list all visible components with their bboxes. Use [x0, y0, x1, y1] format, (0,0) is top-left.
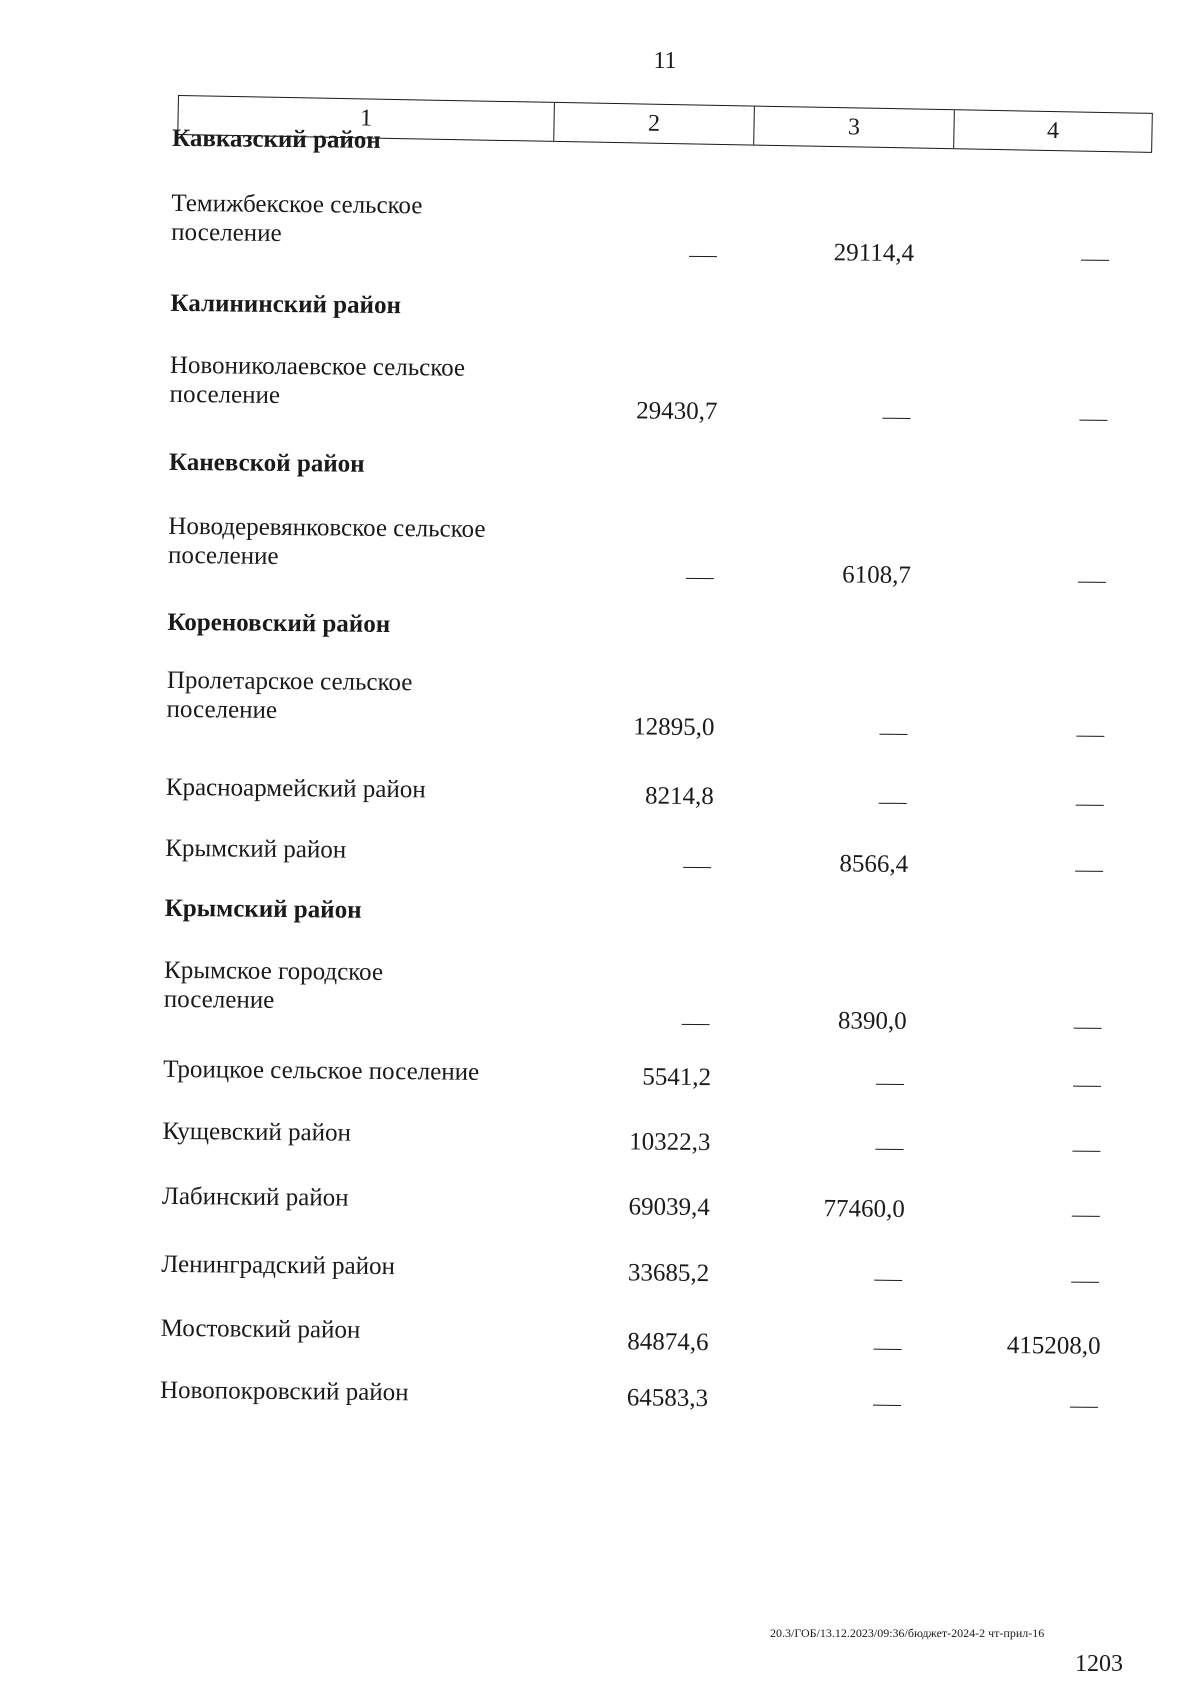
empty-value-dash — [1076, 736, 1104, 737]
label-line: Крымский район — [165, 834, 347, 864]
label-line: Новодеревянковское сельское — [168, 512, 486, 543]
amount-value-col-2: 5541,2 — [642, 1063, 712, 1092]
amount-value-col-2: 33685,2 — [627, 1259, 710, 1288]
empty-value-dash — [882, 418, 910, 419]
empty-value-dash — [876, 1084, 904, 1085]
amount-value-col-2: 10322,3 — [629, 1128, 711, 1157]
empty-value-dash — [873, 1405, 901, 1406]
amount-value-col-2: 29430,7 — [636, 397, 718, 426]
label-line: Темижбекское сельское — [171, 189, 423, 220]
empty-value-dash — [879, 803, 907, 804]
amount-value-col-4: 415208,0 — [1006, 1331, 1101, 1360]
amount-value-col-3: 6108,7 — [842, 561, 912, 590]
district-row-label — [168, 512, 486, 573]
empty-value-dash — [682, 1024, 710, 1025]
empty-value-dash — [1072, 1151, 1100, 1152]
district-row-label — [162, 1182, 349, 1213]
district-heading — [167, 608, 390, 639]
empty-value-dash — [1079, 420, 1107, 421]
district-row-label — [161, 1314, 361, 1345]
document-code: 20.3/ГОБ/13.12.2023/09:36/бюджет-2024-2 чт-прил-16 — [770, 1626, 1045, 1640]
amount-value-col-2: 12895,0 — [633, 713, 715, 742]
district-row-label — [162, 1117, 351, 1148]
empty-value-dash — [1081, 260, 1109, 261]
column-header-3: 3 — [754, 107, 955, 149]
empty-value-dash — [1076, 805, 1104, 806]
district-heading — [170, 289, 401, 320]
district-row-label — [169, 351, 465, 412]
column-header-1: 1 — [178, 96, 555, 141]
label-line: Мостовский район — [160, 1314, 361, 1344]
label-line: Троицкое сельское поселение — [163, 1055, 480, 1086]
amount-value-col-2: 84874,6 — [627, 1328, 709, 1357]
column-header-4: 4 — [1046, 117, 1060, 145]
footer-page-number: 1203 — [1075, 1651, 1123, 1677]
label-line: Лабинский район — [161, 1182, 349, 1212]
amount-value-col-3: 8390,0 — [837, 1007, 907, 1035]
amount-value-col-3: 29114,4 — [833, 239, 915, 268]
empty-value-dash — [874, 1280, 902, 1281]
label-line: поселение — [167, 541, 279, 570]
district-row-label — [161, 1250, 395, 1281]
label-line: поселение — [169, 380, 281, 409]
page-number: 11 — [653, 48, 677, 74]
empty-value-dash — [875, 1149, 903, 1150]
district-row-label — [160, 1376, 409, 1407]
label-line: Крымское городское — [163, 956, 384, 986]
label-line: Пролетарское сельское — [166, 666, 413, 697]
empty-value-dash — [879, 734, 907, 735]
label-line: Кавказский район — [171, 124, 381, 154]
district-heading — [165, 894, 362, 925]
district-row-label — [163, 1055, 479, 1087]
label-line: Ленинградский район — [161, 1250, 396, 1281]
district-row-label — [166, 773, 426, 804]
amount-value-col-2: 69039,4 — [628, 1193, 710, 1222]
column-header-2: 2 — [554, 103, 755, 145]
label-line: поселение — [163, 985, 275, 1014]
empty-value-dash — [1075, 871, 1103, 872]
empty-value-dash — [689, 256, 717, 257]
empty-value-dash — [1074, 1028, 1102, 1029]
label-line: Кущевский район — [162, 1117, 352, 1147]
district-row-label — [166, 666, 412, 726]
label-line: Каневской район — [168, 448, 365, 478]
amount-value-col-2: 64583,3 — [626, 1384, 709, 1413]
label-line: Калининский район — [170, 289, 402, 320]
empty-value-dash — [1073, 1086, 1101, 1087]
district-heading — [172, 124, 381, 155]
empty-value-dash — [1071, 1282, 1099, 1283]
empty-value-dash — [873, 1349, 901, 1350]
label-line: Новопокровский район — [159, 1376, 409, 1407]
label-line: поселение — [166, 695, 278, 724]
empty-value-dash — [1072, 1216, 1100, 1217]
label-line: Крымский район — [164, 894, 362, 924]
empty-value-dash — [686, 578, 714, 579]
label-line: Красноармейский район — [165, 773, 426, 804]
empty-value-dash — [1070, 1407, 1098, 1408]
district-row-label — [171, 189, 422, 249]
label-line: Новониколаевское сельское — [169, 351, 466, 382]
district-heading — [169, 448, 365, 479]
district-row-label — [164, 956, 383, 1016]
label-line: Кореновский район — [167, 608, 391, 639]
empty-value-dash — [683, 867, 711, 868]
empty-value-dash — [1078, 582, 1106, 583]
label-line: поселение — [171, 218, 282, 247]
amount-value-col-3: 77460,0 — [823, 1195, 905, 1223]
amount-value-col-2: 8214,8 — [644, 782, 714, 811]
district-row-label — [165, 834, 346, 865]
amount-value-col-3: 8566,4 — [839, 850, 909, 878]
